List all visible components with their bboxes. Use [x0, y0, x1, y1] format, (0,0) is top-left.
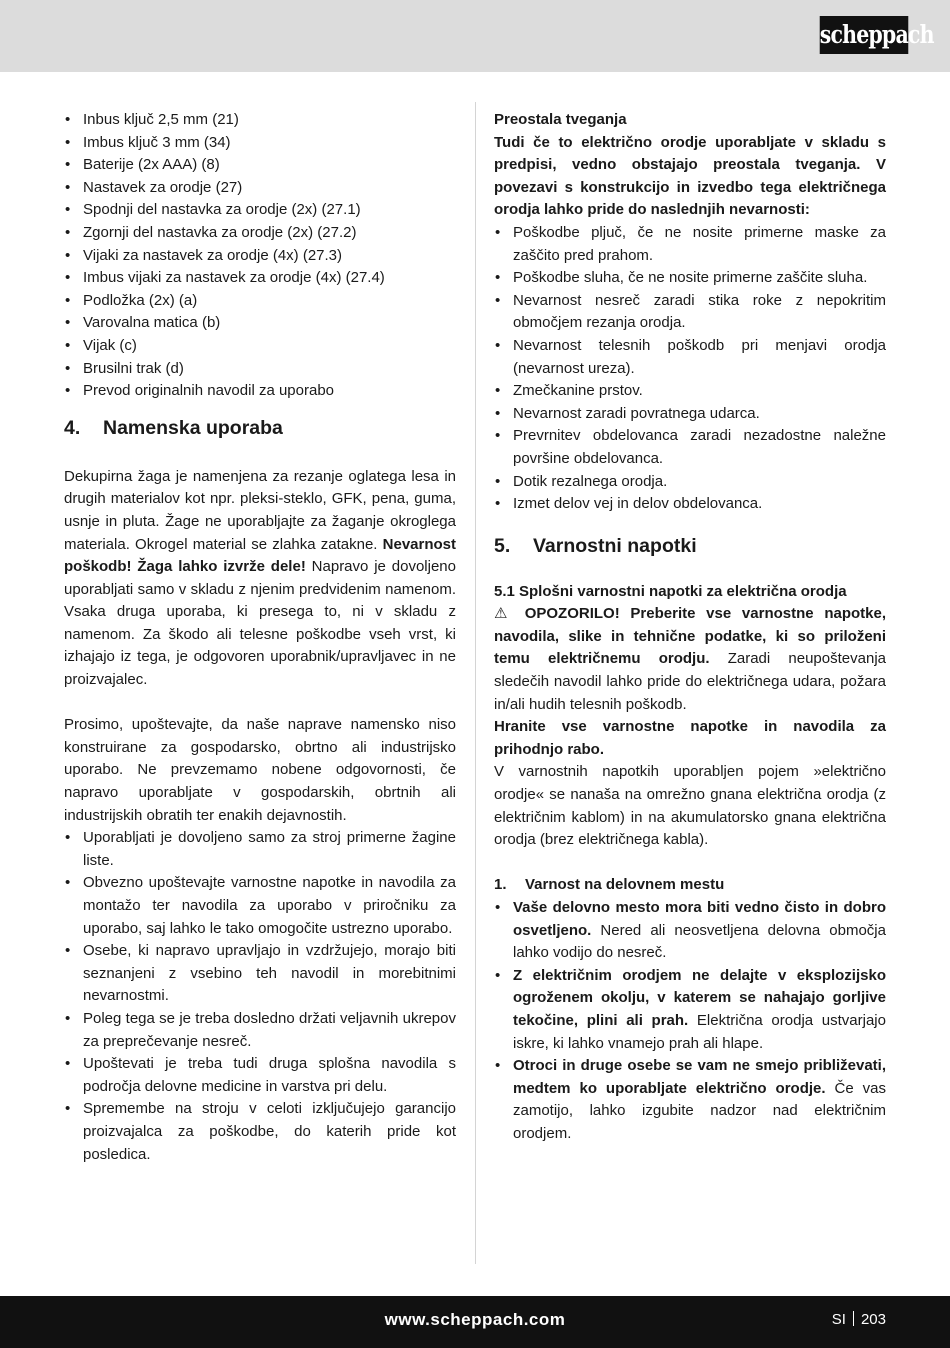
keep-instructions-note: Hranite vse varnostne napotke in navodila za prihodnjo rabo.: [494, 718, 886, 758]
list-item: • Poškodbe pljuč, če ne nosite primerne maske za zaščito pred prahom.: [494, 222, 886, 267]
list-item: • Varovalna matica (b): [64, 312, 456, 335]
warning-paragraph: [494, 603, 886, 716]
list-item: • Upoštevati je treba tudi druga splošna navodila s področja delovne medicine in varstva pri delu.: [64, 1053, 456, 1098]
list-item: [494, 965, 886, 1055]
list-item: • Nevarnost zaradi povratnega udarca.: [494, 403, 886, 426]
website-link[interactable]: www.scheppach.com: [384, 1310, 566, 1329]
list-item: • Spremembe na stroju v celoti izključujejo garancijo proizvajalca za poškodbe, do katerih pride kot posledica.: [64, 1098, 456, 1166]
paragraph-text: Napravo je dovoljeno uporabljati samo v skladu z njenim predvidenim namenom. Vsaka druga uporaba, ki presega to, ni v skladu z namenom. Za škodo ali telesne poškodbe vseh vrst, ki izhajajo iz tega, je odgovoren uporabnik/upravljavec in ne proizvajalec.: [64, 558, 456, 689]
section-number: 4.: [64, 416, 81, 439]
list-item: • Poškodbe sluha, če ne nosite primerne zaščite sluha.: [494, 267, 886, 290]
page-number: [832, 1311, 886, 1328]
item-bold-text: Otroci in druge osebe se vam ne smejo približevati, medtem ko uporabljate električno orodje.: [513, 1057, 886, 1097]
paragraph-text: Dekupirna žaga je namenjena za rezanje oglatega lesa in drugih materialov kot npr. pleksi-steklo, GFK, pena, guma, usnje in pluta. Žage ne uporabljajte za žaganje okroglega materiala. Okrogel material se zlahka zatakne.: [64, 467, 456, 553]
commercial-use-paragraph: Prosimo, upoštevajte, da naše naprave namensko niso konstruirane za gospodarsko, obrtno ali industrijsko uporabo. Ne prevzemamo nobene odgovornosti, če napravo uporabljate v gospodarskih, obrtnih ali industrijskih obratih ter enakih dejavnostih.: [64, 716, 456, 824]
list-item: • Poleg tega se je treba dosledno držati veljavnih ukrepov za preprečevanje nesreč.: [64, 1008, 456, 1053]
list-item: • Prevod originalnih navodil za uporabo: [64, 380, 456, 403]
list-item: • Baterije (2x AAA) (8): [64, 154, 456, 177]
list-item: • Inbus ključ 2,5 mm (21): [64, 109, 456, 132]
list-item: • Obvezno upoštevajte varnostne napotke in navodila za montažo ter navodila za uporabo v priročniku za uporabo, saj lahko le tako omogočite ustrezno uporabo.: [64, 872, 456, 940]
language-code: SI: [831, 1311, 846, 1328]
section-title: Namenska uporaba: [103, 416, 283, 439]
list-item: • Imbus ključ 3 mm (34): [64, 132, 456, 155]
brand-logo: scheppach: [820, 16, 909, 54]
page-number-value: 203: [860, 1311, 886, 1328]
item-bold-text: Z električnim orodjem ne delajte v eksplozijsko ogroženem okolju, v katerem se nahajajo gorljive tekočine, plini ali prah.: [513, 966, 886, 1029]
list-item: • Prevrnitev obdelovanca zaradi nezadostne naležne površine obdelovanca.: [494, 425, 886, 470]
separator: [853, 1311, 854, 1326]
item-text: Električna orodja ustvarjajo iskre, ki lahko vnamejo prah ali hlape.: [513, 1011, 886, 1052]
parts-list: [64, 109, 456, 403]
residual-risks-intro: Tudi če to električno orodje uporabljate v skladu s predpisi, vedno obstajajo preostala tveganja. V povezavi s konstrukcijo in izvedbo tega električnega orodja lahko pride do naslednjih nevarnosti:: [494, 133, 886, 219]
list-item: • Nastavek za orodje (27): [64, 177, 456, 200]
item-text: Nered ali neosvetljena delovna območja lahko vodijo do nesreč.: [513, 921, 886, 962]
residual-risks-title: Preostala tveganja: [494, 111, 627, 128]
item-text: Če vas zamotijo, lahko izgubite nadzor nad električnim orodjem.: [513, 1079, 887, 1142]
list-item: • Uporabljati je dovoljeno samo za stroj primerne žagine liste.: [64, 827, 456, 872]
page-header: [0, 0, 950, 72]
list-item: • Brusilni trak (d): [64, 358, 456, 381]
list-item: • Spodnji del nastavka za orodje (2x) (27.1): [64, 199, 456, 222]
workplace-safety-list: [494, 897, 886, 1146]
left-column: [64, 109, 456, 1166]
usage-bullets: [64, 827, 456, 1166]
warning-bold-text: OPOZORILO! Preberite vse varnostne napotke, navodila, slike in tehnične podatke, ki so priloženi temu električnemu orodju.: [494, 605, 886, 668]
workplace-safety-title: [494, 874, 886, 897]
definition-paragraph: V varnostnih napotkih uporabljen pojem »električno orodje« se nanaša na omrežno gnana električna orodja (z električnim kablom) in na akumulatorsko gnana električna orodja (brez električnega kabla).: [494, 763, 886, 849]
page-footer: [0, 1296, 950, 1348]
list-item: [494, 897, 886, 965]
list-item: [494, 1055, 886, 1145]
section-4-heading: [64, 415, 456, 441]
list-item: • Osebe, ki napravo upravljajo in vzdržujejo, morajo biti seznanjeni z vsebino teh navodil in morebitnimi nevarnostmi.: [64, 940, 456, 1008]
list-item: • Zmečkanine prstov.: [494, 380, 886, 403]
section-5-heading: [494, 533, 886, 559]
list-item: • Vijaki za nastavek za orodje (4x) (27.3): [64, 245, 456, 268]
list-item: • Nevarnost telesnih poškodb pri menjavi orodja (nevarnost ureza).: [494, 335, 886, 380]
list-item: • Imbus vijaki za nastavek za orodje (4x) (27.4): [64, 267, 456, 290]
warning-text: Zaradi neupoštevanja sledečih navodil lahko pride do električnega udara, požara in/ali hudih telesnih poškodb.: [494, 650, 886, 713]
column-divider: [475, 102, 476, 1264]
section-number: 5.: [494, 534, 511, 557]
item-bold-text: Vaše delovno mesto mora biti vedno čisto in dobro osvetljeno.: [513, 899, 886, 939]
subsection-label: Varnost na delovnem mestu: [525, 876, 725, 894]
list-item: • Podložka (2x) (a): [64, 290, 456, 313]
section-title: Varnostni napotki: [533, 534, 697, 557]
list-item: • Izmet delov vej in delov obdelovanca.: [494, 493, 886, 516]
danger-warning: Nevarnost poškodb! Žaga lahko izvrže dele!: [64, 535, 456, 576]
list-item: • Vijak (c): [64, 335, 456, 358]
list-item: • Zgornji del nastavka za orodje (2x) (27.2): [64, 222, 456, 245]
subsection-title: 5.1 Splošni varnostni napotki za električna orodja: [494, 582, 847, 600]
right-column: [494, 109, 886, 1146]
list-item: • Dotik rezalnega orodja.: [494, 471, 886, 494]
warning-triangle-icon: ⚠: [494, 605, 514, 623]
residual-risks-list: [494, 222, 886, 516]
intended-use-paragraph: [64, 466, 456, 692]
list-item: • Nevarnost nesreč zaradi stika roke z nepokritim območjem rezanja orodja.: [494, 290, 886, 335]
subsection-number: 1.: [494, 876, 507, 894]
